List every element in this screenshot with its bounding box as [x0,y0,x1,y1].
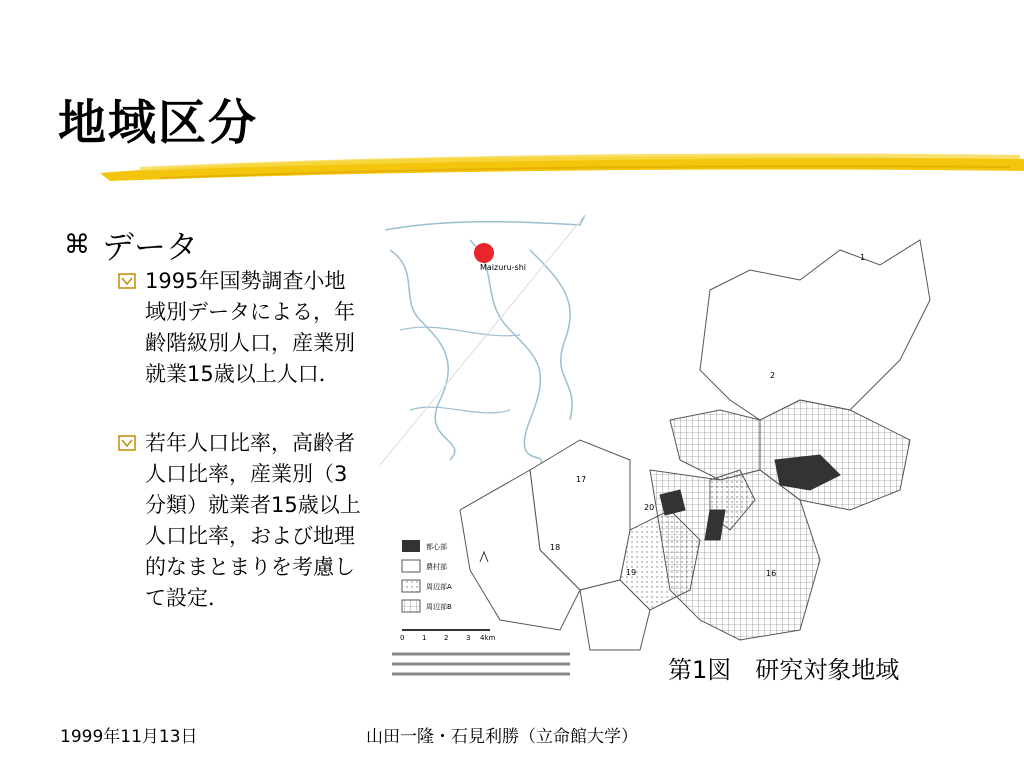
legend-label: 農村部 [426,563,447,571]
legend-label: 周辺部A [426,583,452,591]
checkbox-icon [118,273,136,289]
bullet-data [64,222,198,268]
study-area-map [380,210,940,680]
legend-label: 都心部 [426,543,447,551]
region-number: 18 [550,543,561,552]
main-map [460,240,930,650]
region-number: 20 [644,503,655,512]
scale-label: 4km [480,634,496,642]
region-number: 2 [770,371,776,380]
region-number: 19 [626,568,637,577]
inset-map [380,215,585,465]
inset-city-label: Maizuru-shi [480,263,527,272]
subbullet-2 [118,428,365,614]
footer-author: 山田一隆・石見利勝（立命館大学） [366,727,638,747]
command-icon: ⌘ [64,230,90,260]
subbullet-text: 若年人口比率，高齢者人口比率，産業別（3分類）就業者15歳以上人口比率，および地理的なまとまりを考慮して設定． [145,431,361,610]
subbullet-1 [118,266,365,390]
bullet-label: データ [102,228,199,266]
region-number: 17 [576,475,587,484]
region-number: 1 [860,253,866,262]
scale-label: 1 [422,634,427,642]
area-name-list [392,654,570,674]
scale-label: 0 [400,634,405,642]
figure-caption: 第1図 研究対象地域 [668,656,900,684]
legend-label: 周辺部B [426,603,452,611]
region-number: 16 [766,569,777,578]
checkbox-icon [118,435,136,451]
city-marker-icon [474,243,494,263]
slide-title: 地域区分 [58,95,259,151]
scale-label: 3 [466,634,471,642]
footer-date: 1999年11月13日 [60,727,198,747]
subbullet-text: 1995年国勢調査小地域別データによる，年齢階級別人口，産業別就業15歳以上人口． [145,269,355,386]
scale-label: 2 [444,634,449,642]
yellow-brush-stroke [100,145,1024,185]
